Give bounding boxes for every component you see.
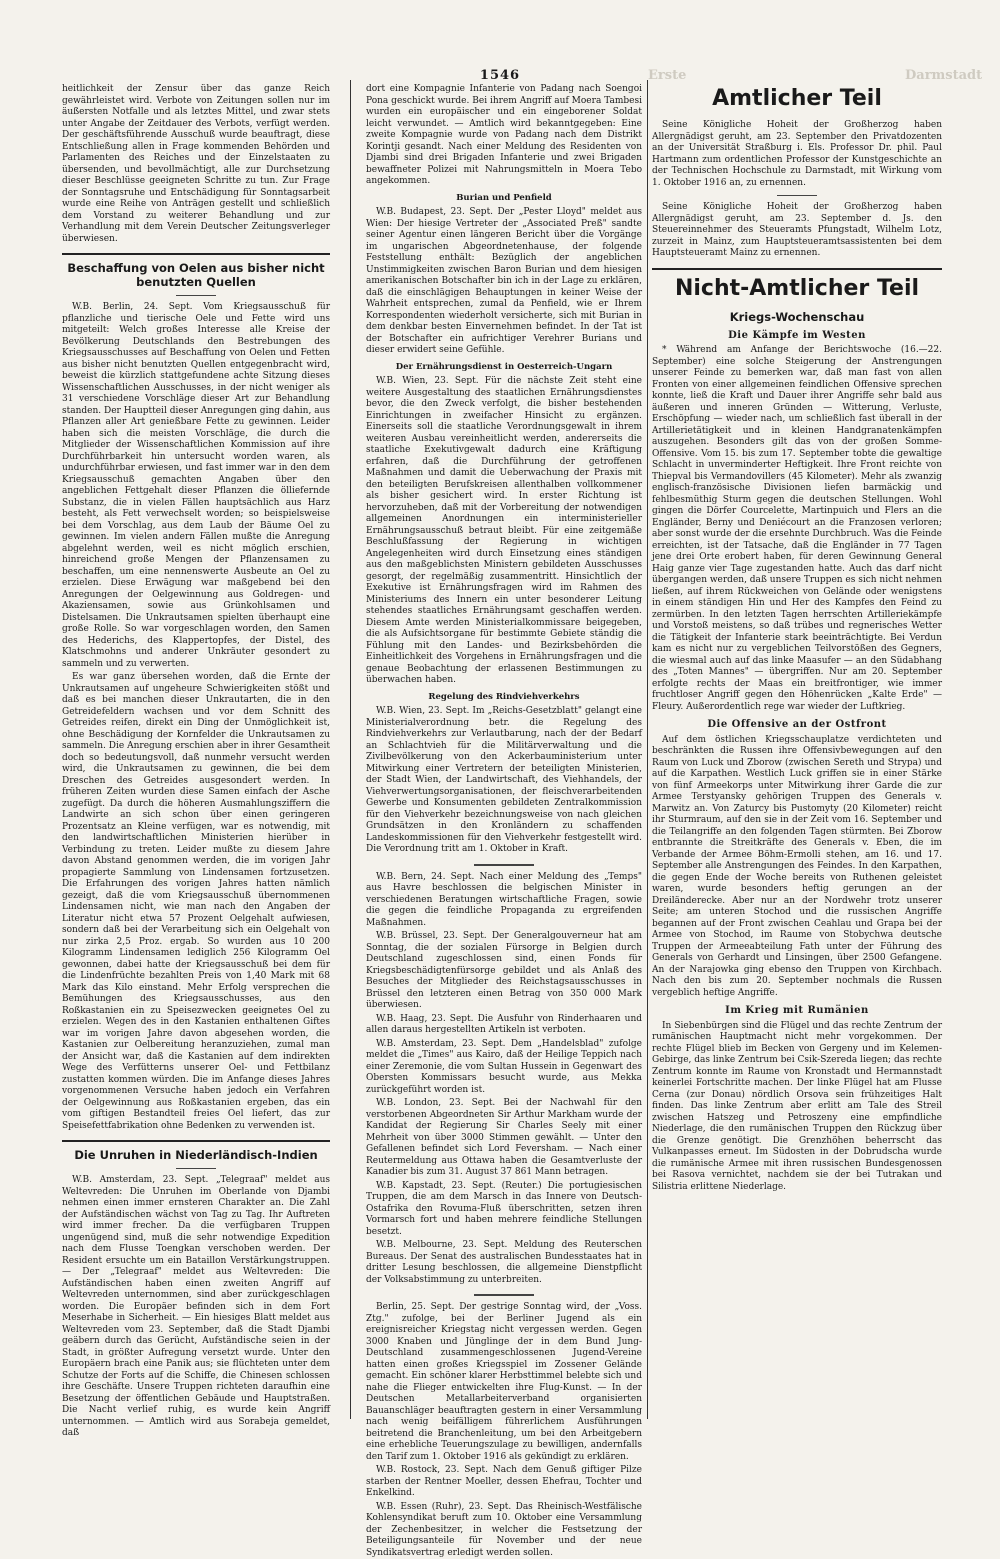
column-left xyxy=(62,84,330,1427)
divider xyxy=(62,253,330,255)
column-middle xyxy=(366,84,642,1427)
official-notice: Seine Königliche Hoheit der Großherzog haben Allergnädigst geruht, am 23. September den Privatdozenten an der Universität Straßburg i. Els. Professor Dr. phil. Paul Hartmann zum ordentlichen Professor der Kunstgeschichte an der Technischen Hochschule zu Darmstadt, mit Wirkung vom 1. Oktober 1916 an, zu ernennen. xyxy=(652,120,942,189)
news-item-haag: W.B. Haag, 23. Sept. Die Ausfuhr von Rinderhaaren und allen daraus hergestellten Artikeln ist verboten. xyxy=(366,1014,642,1037)
subheadline-west: Die Kämpfe im Westen xyxy=(652,330,942,342)
news-item-bern: W.B. Bern, 24. Sept. Nach einer Meldung des „Temps" aus Havre beschlossen die belgischen Minister in verschiedenen Beratungen wirtschaftliche Fragen, sowie die gegen die feindliche Propaganda zu ergreifenden Maßnahmen. xyxy=(366,872,642,930)
article-continuation-press: heitlichkeit der Zensur über das ganze Reich gewährleistet wird. Verbote von Zeitungen sollen nur im äußersten Notfalle und als letztes Mittel, und zwar stets unter Angabe der Zeitdauer des Verbots, verfügt werden. Der geschäftsführende Ausschuß wurde beauftragt, diese Entschließung allen in Frage kommenden Behörden und Parlamenten des Reiches und der Einzelstaaten zu übersenden, und bevollmächtigt, alle zur Durchsetzung dieser Beschlüsse geeigneten Schritte zu tun. Zur Frage der Sonntagsruhe und Entschädigung für Sonntagsarbeit wurde eine Reihe von Anträgen gestellt und schließlich dem Vorstand zu weiterer Behandlung und zur Verhandlung mit dem Verein Deutscher Zeitungsverleger überwiesen. xyxy=(62,84,330,245)
column-rule-1 xyxy=(350,80,351,1419)
news-item-melbourne: W.B. Melbourne, 23. Sept. Meldung des Reuterschen Bureaus. Der Senat des australischen Bundesstaates hat in dritter Lesung beschlossen, die allgemeine Dienstpflicht der Volksabstimmung zu unterbreiten. xyxy=(366,1240,642,1286)
official-notice: Seine Königliche Hoheit der Großherzog haben Allergnädigst geruht, am 23. September d. Js. den Steuereinnehmer des Steueramts Pfungstadt, Wilhelm Lotz, zurzeit in Mainz, zum Hauptsteueramtsassistenten bei dem Hauptsteueramt Mainz zu ernennen. xyxy=(652,202,942,260)
column-right xyxy=(652,84,942,1427)
article-unrest-paragraph: W.B. Amsterdam, 23. Sept. „Telegraaf" meldet aus Weltevreden: Die Unruhen im Oberlande von Djambi nehmen einen immer ernsteren Charakter an. Die Zahl der Aufständischen wächst von Tag zu Tag. Ihr Auftreten wird immer frecher. Da die verfügbaren Truppen ungenügend sind, muß die sehr notwendige Expedition nach dem Flusse Toengkan verschoben werden. Der Resident ersuchte um ein Bataillon Verstärkungstruppen. — Der „Telegraaf" meldet aus Weltevreden: Die Aufständischen haben einen zweiten Angriff auf Weltevreden unternommen, sind aber zurückgeschlagen worden. Die Europäer befinden sich in dem Fort Meserhabe in Sicherheit. — Ein hiesiges Blatt meldet aus Weltevreden vom 23. September, daß die Stadt Djambi geäbern durch das Gerücht, Aufständische seien in der Stadt, in größter Aufregung versetzt wurde. Unter den Europäern brach eine Panik aus; sie flüchteten unter dem Schutze der Forts auf die Schiffe, die Chinesen schlossen ihre Geschäfte. Unsere Truppen richteten daraufhin eine Besetzung der öffentlichen Gebäude und Hauptstraßen. Die Nacht verlief ruhig, es wurde kein Angriff unternommen. — Amtlich wird aus Sorabeja gemeldet, daß xyxy=(62,1175,330,1440)
divider xyxy=(777,195,817,196)
section-title-unofficial: Nicht-Amtlicher Teil xyxy=(652,276,942,302)
article-continuation-unrest: dort eine Kompagnie Infanterie von Padang nach Soengoi Pona geschickt wurde. Bei ihrem Angriff auf Moera Tambesi wurden ein europäischer und ein eingeborener Soldat leicht verwundet. — Amtlich wird bekanntgegeben: Eine zweite Kompagnie wurde von Padang nach dem Distrikt Korintji gesandt. Nach einer Meldung des Residenten von Djambi sind drei Brigaden Infanterie und zwei Brigaden bewaffneter Polizei mit Nahrungsmitteln in Moera Tebo angekommen. xyxy=(366,84,642,188)
headline-burian: Burian und Penfield xyxy=(366,193,642,205)
page-number: 1546 xyxy=(470,68,530,83)
divider xyxy=(474,864,534,866)
divider xyxy=(176,295,216,296)
article-cattle: W.B. Wien, 23. Sept. Im „Reichs-Gesetzblatt" gelangt eine Ministerialverordnung betr. die Regelung des Rindviehverkehrs zur Verlautbarung, nach der der Bedarf an Schlachtvieh für die Militärverwaltung und die Zivilbevölkerung von den Ackerbauministerium unter Mitwirkung einer Vertretern der beteiligten Ministerien, der Stadt Wien, der Landwirtschaft, des Viehhandels, der Viehverwertungsorganisationen, der fleischverarbeitenden Gewerbe und Konsumenten gebildeten Zentralkommission für den Viehverkehr bezeichnungsweise von nach gleichen Grundsätzen in den Kronländern zu schaffenden Landeskommissionen für den Viehverkehr festgestellt wird. Die Verordnung tritt am 1. Oktober in Kraft. xyxy=(366,706,642,856)
news-item-amsterdam: W.B. Amsterdam, 23. Sept. Dem „Handelsblad" zufolge meldet die „Times" aus Kairo, daß der Heilige Teppich nach einer Zeremonie, die vom Sultan Hussein in Gegenwart des Obersten Kommissars besucht wurde, aus Mekka zurückgeführt worden ist. xyxy=(366,1039,642,1097)
headline-oil: Beschaffung von Oelen aus bisher nicht benutzten Quellen xyxy=(62,261,330,289)
article-romania: In Siebenbürgen sind die Flügel und das rechte Zentrum der rumänischen Hauptmacht nicht mehr vorgekommen. Der rechte Flügel blieb im Becken von Gergeny und im Kelemen-Gebirge, das linke Zentrum bei Csik-Szereda liegen; das rechte Zentrum konnte im Raume von Kronstadt und Hermannstadt keinerlei Fortschritte machen. Der linke Flügel hat am Flusse Cerna (zur Donau) nördlich Orsova sein frühzeitiges Halt finden. Das linke Zentrum aber erlitt am Tale des Streil zwischen Hatszeg und Petroszeny eine empfindliche Niederlage, die den rumänischen Truppen den Rückzug über die Grenze genötigt. Die Grenzhöhen beherrscht das Vulkanpasses erneut. Im Südosten in der Dobrudscha wurde die rumänische Armee mit ihren russischen Bundesgenossen bei Rasova vernichtet, nachdem sie der bei Tutrakan und Silistria erlittene Niederlage. xyxy=(652,1021,942,1194)
news-item-capetown: W.B. Kapstadt, 23. Sept. (Reuter.) Die portugiesischen Truppen, die am dem Marsch in das Innere von Deutsch-Ostafrika den Rovuma-Fluß überschritten, setzen ihren Vormarsch fort und haben mehrere feindliche Stellungen besetzt. xyxy=(366,1181,642,1239)
news-item-london: W.B. London, 23. Sept. Bei der Nachwahl für den verstorbenen Abgeordneten Sir Arthur Markham wurde der Kandidat der Regierung Sir Charles Seely mit einer Mehrheit von über 3000 Stimmen gewählt. — Unter den Gefallenen befindet sich Lord Feversham. — Nach einer Reutermeldung aus Ottawa haben die Gesamtverluste der Kanadier bis zum 31. August 37 861 Mann betragen. xyxy=(366,1098,642,1179)
article-food-service: W.B. Wien, 23. Sept. Für die nächste Zeit steht eine weitere Ausgestaltung des staatlichen Ernährungsdienstes bevor, die den Zweck verfolgt, die bisher bestehenden Einrichtungen in zweifacher Hinsicht zu ergänzen. Einerseits soll die staatliche Verordnungsgewalt in ihrem weiteren Ausbau vereinheitlicht werden, andererseits die staatliche Exekutivgewalt dadurch eine Kräftigung erfahren, daß die Durchführung der getroffenen Maßnahmen und damit die Ueberwachung der Praxis mit den beteiligten Berufskreisen allenthalben vollkommener als bisher gesichert wird. In erster Richtung ist hervorzuheben, daß mit der Vorbereitung der notwendigen allgemeinen Anordnungen ein interministerieller Ernährungsausschuß betraut bleibt. Für eine zeitgemäße Beschlußfassung der Regierung in wichtigen Angelegenheiten wird durch Einsetzung eines ständigen aus den maßgeblichsten Ministern gebildeten Ausschusses gesorgt, der regelmäßig zusammentritt. Hinsichtlich der Exekutive ist Ernährungsfragen wird im Rahmen des Ministeriums des Innern ein unter besonderer Leitung stehendes staatliches Ernährungsamt geschaffen werden. Diesem Amte werden Ministerialkommissare beigegeben, die als Aufsichtsorgane für bestimmte Gebiete ständig die Fühlung mit den Landes- und Bezirksbehörden die Einheitlichkeit des Vorgehens in Ernährungsfragen und die genaue Beobachtung der erlassenen Bestimmungen zu überwachen haben. xyxy=(366,376,642,687)
bleed-through-text-left: Erste xyxy=(648,68,686,83)
divider xyxy=(474,1294,534,1296)
subheadline-east: Die Offensive an der Ostfront xyxy=(652,719,942,731)
column-rule-2 xyxy=(647,80,648,1419)
news-item-brussels: W.B. Brüssel, 23. Sept. Der Generalgouverneur hat am Sonntag, die der sozialen Fürsorge in Belgien durch Deutschland zugeschlossen sind, einen Fonds für Kriegsbeschädigtenfürsorge gebildet und als Anlaß des Besuches der Mitglieder des Reichstagsausschusses in Brüssel den letzteren einen Betrag von 350 000 Mark überwiesen. xyxy=(366,931,642,1012)
section-title-official: Amtlicher Teil xyxy=(652,86,942,112)
divider xyxy=(176,1168,216,1169)
article-oil-paragraph: Es war ganz übersehen worden, daß die Ernte der Unkrautsamen auf ungeheure Schwierigkeiten stößt und daß es bei manchen dieser Unkrautarten, die in den Getreidefeldern wachsen und vor dem Schnitt des Getreides reifen, direkt ein Ding der Unmöglichkeit ist, ohne Beschädigung der Kornfelder die Unkrautsamen zu sammeln. Die Anregung erschien aber in ihrer Gesamtheit doch so bedeutungsvoll, daß nunmehr versucht werden wird, die Unkrautsamen zu gewinnen, die bei dem Dreschen des Getreides ausgesondert werden. In früheren Zeiten wurden diese Samen einfach der Asche zugefügt. Da durch die höheren Ausmahlungsziffern die Landwirte an sich schon über einen geringeren Prozentsatz an Kleine verfügen, war es notwendig, mit den landwirtschaftlichen Ministerien hierüber in Verbindung zu treten. Leider mußte zu diesem Jahre davon Abstand genommen werden, die im vorigen Jahr propagierte Sammlung von Lindensamen fortzusetzen. Die Erfahrungen des vorigen Jahres hatten nämlich gezeigt, daß die vom Kriegsausschuß übernommenen Lindensamen nicht, wie man nach den Angaben der Literatur nicht etwa 57 Prozent Oelgehalt aufwiesen, sondern daß bei der Verarbeitung sich ein Oelgehalt von nur zirka 2,5 Proz. ergab. So wurden aus 10 200 Kilogramm Lindensamen lediglich 256 Kilogramm Oel gewonnen, dabei hatte der Kriegsausschuß bei dem für die Lindenfrüchte bezahlten Preis von 1,40 Mark mit 68 Mark das Kilo einstand. Mehr Erfolg versprechen die Bemühungen des Kriegsausschusses, aus den Roßkastanien ein zu Speisezwecken geeignetes Oel zu erzielen. Wegen des in den Kastanien enthaltenen Giftes war im vorigen Jahre davon abgesehen worden, die Kastanien zur Oelbereitung heranzuziehen, zumal man der Ansicht war, daß die Kastanien auf dem indirekten Wege des Verfütterns unserer Oel- und Fettbilanz zustatten kommen würden. Die im Anfange dieses Jahres vorgenommenen Versuche haben jedoch ein Verfahren der Oelgewinnung aus Roßkastanien ergeben, das ein vom giftigen Bestandteil freies Oel liefert, das zur Speisefettfabrikation ohne Bedenken zu verwenden ist. xyxy=(62,672,330,1132)
article-oil-paragraph: W.B. Berlin, 24. Sept. Vom Kriegsausschuß für pflanzliche und tierische Oele und Fette wird uns mitgeteilt: Welch großes Interesse alle Kreise der Bevölkerung Deutschlands den Bestrebungen des Kriegsausschusses auf Beschaffung von Oelen und Fetten aus bisher nicht benutzten Quellen entgegenbracht wird, beweist die kürzlich stattgefundene achte Sitzung dieses Wissenschaftlichen Ausschusses, in der nicht weniger als 31 verschiedene Vorschläge dieser Art zur Behandlung standen. Der Hauptteil dieser Anregungen ging dahin, aus Pflanzen aller Art genießbare Fette zu gewinnen. Leider haben sich die meisten Vorschläge, die durch die Mitglieder der Wissenschaftlichen Kommission auf ihre Durchführbarkeit hin untersucht worden waren, als undurchführbar erwiesen, und fast immer war in den dem Kriegsausschuß gemachten Angaben über den angeblichen Fettgehalt dieser Pflanzen die ölliefernde Substanz, die in vielen Fällen hauptsächlich aus Harz besteht, als Fett verwechselt worden; so beispielsweise bei dem Vorschlag, aus dem Laub der Bäume Oel zu gewinnen. Im vielen andern Fällen mußte die Anregung abgelehnt werden, weil es nicht möglich erschien, hinreichend große Mengen der Pflanzensamen zu beschaffen, um eine nennenswerte Ausbeute an Oel zu erzielen. Diese Erwägung war maßgebend bei den Anregungen der Oelgewinnung aus Goldregen- und Akaziensamen, sowie aus Grünkohlsamen und Distelsamen. Die Unkrautsamen spielten überhaupt eine große Rolle. So war vorgeschlagen worden, den Samen des Hederichs, des Klappertopfes, der Distel, des Klatschmohns und anderer Unkräuter gesondert zu sammeln und zu verwerten. xyxy=(62,302,330,670)
article-west: * Während am Anfange der Berichtswoche (16.—22. September) eine solche Steigerung der Anstrengungen unserer Feinde zu bemerken war, daß man fast von allen Fronten von einer allgemeinen feindlichen Offensive sprechen konnte, ließ die Kraft und Dauer ihrer Angriffe sehr bald aus äußeren und inneren Gründen — Witterung, Verluste, Erschöpfung — wieder nach, um schließlich fast überall in der Artillerietätigkeit und in kleinen Handgranatenkämpfen auszugehen. Besonders gilt das von der großen Somme-Offensive. Vom 15. bis zum 17. September tobte die gewaltige Schlacht in unverminderter Heftigkeit. Ihre Front reichte von Thiepval bis Vermandovillers (45 Kilometer). Mehr als zwanzig englisch-französische Divisionen liefen barmäckig und fehlbesmüthig Sturm gegen die deutschen Stellungen. Wohl gingen die Dörfer Courcelette, Martinpuich und Flers an die Engländer, Berny und Deniécourt an die Franzosen verloren; aber sonst wurde der die ersehnte Durchbruch. Was die Feinde erreichten, ist der Tatsache, daß die Engländer in 77 Tagen jene drei Orte erobert haben, für deren Gewinnung General Haig ganze vier Tage zugestanden hatte. Auch das darf nicht übergangen werden, daß unsere Truppen es sich nicht nehmen ließen, auf ihrem Rückweichen von Gelände oder wenigstens in einem ständigen Hin und Her des Kampfes den Feind zu zermürben. In den letzten Tagen herrschten Artilleriekämpfe und Vorstoß meistens, so daß trübes und regnerisches Wetter die Tätigkeit der Infanterie stark beeinträchtigte. Bei Verdun kam es nicht nur zu vergeblichen Teilvorstößen des Gegners, die wiesmal auch auf das linke Maasufer — an den Südabhang des „Toten Mannes" — übergriffen. Nur am 20. September erfolgte rechts der Maas ein breitfrontiger, wie immer fruchtloser Angriff gegen den Höhenrücken „Kalte Erde" — Fleury. Außerordentlich rege war wieder der Luftkrieg. xyxy=(652,345,942,713)
headline-war-weekly: Kriegs-Wochenschau xyxy=(652,310,942,324)
article-burian: W.B. Budapest, 23. Sept. Der „Pester Lloyd" meldet aus Wien: Der hiesige Vertreter der „Associated Preß" sandte seiner Agentur einen längeren Bericht über die Vorgänge im ungarischen Abgeordnetenhause, der folgende Feststellung enthält: Bezüglich der angeblichen Unstimmigkeiten zwischen Baron Burian und dem hiesigen amerikanischen Botschafter bin ich in der Lage zu erklären, daß die einschlägigen Behauptungen in keiner Weise der Wahrheit entsprechen, zumal da Penfield, wie er Ihrem Korrespondenten wiederholt versicherte, sich mit Burian in dem denkbar besten Einvernehmen befindet. In der Tat ist der Botschafter ein aufrichtiger Verehrer Burians und dieser erwidert seine Gefühle. xyxy=(366,207,642,357)
bleed-through-text-right: Darmstadt xyxy=(905,68,982,83)
divider xyxy=(62,1140,330,1142)
divider xyxy=(652,268,942,270)
news-item-essen: W.B. Essen (Ruhr), 23. Sept. Das Rheinisch-Westfälische Kohlensyndikat beruft zum 10. Oktober eine Versammlung der Zechenbesitzer, in welcher die Festsetzung der Beteiligungsanteile für November und der neue Syndikatsvertrag erledigt werden sollen. xyxy=(366,1502,642,1559)
subheadline-romania: Im Krieg mit Rumänien xyxy=(652,1005,942,1017)
headline-cattle: Regelung des Rindviehverkehrs xyxy=(366,692,642,704)
news-item-rostock: W.B. Rostock, 23. Sept. Nach dem Genuß giftiger Pilze starben der Rentner Moeller, dessen Ehefrau, Tochter und Enkelkind. xyxy=(366,1465,642,1500)
article-east: Auf dem östlichen Kriegsschauplatze verdichteten und beschränkten die Russen ihre Offensivbewegungen auf den Raum von Luck und Zborow (zwischen Sereth und Strypa) und auf die Karpathen. Westlich Luck griffen sie in einer Stärke von fünf Armeekorps unter Mitwirkung ihrer Garde die zur Armee Terstyansky gehörigen Truppen des Generals v. Marwitz an. Von Zaturcy bis Pustomyty (20 Kilometer) reicht ihr Sturmraum, auf den sie in der Zeit vom 16. September und die Teilangriffe an den folgenden Tagen stürmten. Bei Zborow entbrannte die Streitkräfte des Generals v. Eben, die im Verbande der Armee Böhm-Ermolli stehen, am 16. und 17. September alle Anstrengungen des Feindes. In den Karpathen, die gegen Ende der Woche bereits von Ruthenen geleistet waren, wurde besonders heftig gerungen an der Dreiländerecke. Aber nur an der Nordwehr trotz unserer Seite; am unteren Stochod und die russischen Angriffe begannen auf der Front zwischen Ceahlau und Grapa bei der Armee von Stochod, im Raume von Stobychwa deutsche Truppen der Armeeabteilung Fath unter der Führung des Generals von Gerhardt und Linsingen, über 2500 Gefangene. An der Narajowka ging ebenso den Truppen von Kirchbach. Nach den bis zum 20. September nochmals die Russen vergeblich heftige Angriffe. xyxy=(652,735,942,1000)
headline-food-service: Der Ernährungsdienst in Oesterreich-Ungarn xyxy=(366,362,642,374)
news-item-berlin: Berlin, 25. Sept. Der gestrige Sonntag wird, der „Voss. Ztg." zufolge, bei der Berliner Jugend als ein ereignisreicher Kriegstag nicht vergessen werden. Gegen 3000 Knaben und Jünglinge der in dem Bund Jung-Deutschland zusammengeschlossenen Jugend-Vereine hatten einen großes Kriegsspiel im Zossener Gelände gemacht. Ein schöner klarer Herbsttimmel belebte sich und nahe die Flieger entwickelten ihre Flug-Kunst. — In der Deutschen Metallarbeiterverband organisierten Bauanschläger beauftragten gestern in einer Versammlung nach wenig beifälligem führerlichem Ausführungen beitretend die Branchenleitung, um bei den Arbeitgebern eine erhebliche Teuerungszulage zu bewilligen, andernfalls den Tarif zum 1. Oktober 1916 als gekündigt zu erklären. xyxy=(366,1302,642,1463)
headline-unrest: Die Unruhen in Niederländisch-Indien xyxy=(62,1148,330,1162)
